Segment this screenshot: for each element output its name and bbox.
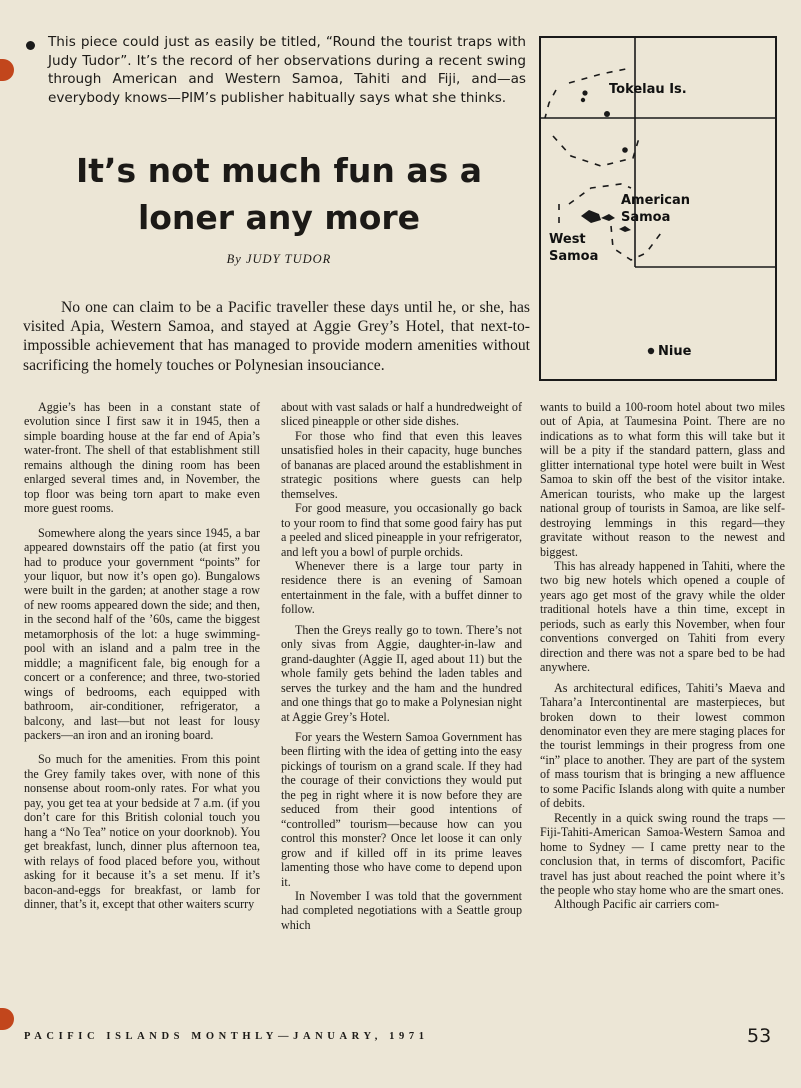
- map-label-tokelau: Tokelau Is.: [609, 82, 687, 97]
- headline: [20, 147, 538, 241]
- atoll-dot: [582, 90, 587, 95]
- col2-paragraph: For those who find that even this leaves unsatisfied holes in their capacity, huge bunches of bananas are placed around the establishment in strategic positions where guests can help themselves.: [281, 428, 522, 501]
- lead-paragraph: No one can claim to be a Pacific traveller these days until he, or she, has visited Apia, Western Samoa, and stayed at Aggie Grey’s Hotel, that next-to-impossible achievement that has managed to provide modern amenities without sacrificing the homely touches or Polynesian insouciance.: [23, 299, 530, 374]
- island-savaii: [601, 214, 615, 221]
- intro-blurb: This piece could just as easily be titled, “Round the tourist traps with Judy Tudor”. It’s the record of her observations during a recent swing through American and Western Samoa, Tahiti and Fiji, and—as everybody knows—PIM’s publisher habitually says what she thinks.: [48, 34, 526, 106]
- headline-line-2: loner any more: [137, 198, 421, 237]
- col3-paragraph: Although Pacific air carriers com-: [554, 897, 720, 912]
- col3-paragraph: This has already happened in Tahiti, where the two big new hotels which opened a couple of years ago get most of the gravy while the older traditional hotels have a thin time, except in periods, such as early this November, when four conventions converged on Tahiti from every direction and there was not a spare bed to be had anywhere.: [540, 558, 785, 675]
- article-column-1: [24, 400, 260, 911]
- col1-paragraph: Somewhere along the years since 1945, a bar appeared downstairs off the patio (at first you had to produce your government “points” for your liquor, but now it’s open go). Bungalows were built in the garden; at another stage a row of new rooms appeared down the side; and then, in the second half of the ’60s, came the biggest metamorphosis of the lot: a huge swimming-pool with an island and a palm tree in the middle; a magnificent fale, big enough for a concert or a conference; and three, two-storied wings of bedrooms, each equipped with bathroom, air-conditioner, refrigerator, a balcony, and last—but not least for lousy packers—an iron and an ironing board.: [24, 525, 260, 742]
- col2-paragraph: For good measure, you occasionally go back to your room to find that some good fairy has put a peeled and sliced pineapple in your refrigerator, and left you a bowl of purple orchids.: [281, 501, 522, 559]
- niue-dot: [648, 348, 654, 354]
- footer-masthead: PACIFIC ISLANDS MONTHLY—JANUARY, 1971: [24, 1031, 429, 1042]
- article-column-2: [281, 400, 522, 932]
- col2-paragraph: For years the Western Samoa Government has been flirting with the idea of getting into the easy pickings of tourism on a grand scale. If they had the courage of their convictions they would put the peg in right where it is now before they are seduced from their good intentions of “controlled” tourism—because how can you control this monster? Once let loose it can only grow and if killed off in its prime leaves lamenting those who have come to depend upon it.: [281, 729, 522, 889]
- col2-paragraph: In November I was told that the government had completed negotiations with a Seattle group which: [281, 888, 522, 932]
- margin-ornament: [0, 59, 14, 81]
- island-upolu: [581, 210, 601, 223]
- col3-paragraph: wants to build a 100-room hotel about two miles out of Apia, at Taumesina Point. There are no indications as to what form this will take but it will be a pity if the standard pattern, glass and glitter international type hotel were built in West Samoa to skin off the best of the visitor intake. American tourists, who make up the largest national group of tourists in Samoa, are like self-destroying lemmings in this regard—they gravitate without reason to the newest and biggest.: [540, 400, 785, 559]
- col2-paragraph: Whenever there is a large tour party in residence there is an evening of Samoan entertainment in the fale, with a buffet dinner to follow.: [281, 558, 522, 617]
- atoll-dot: [622, 147, 628, 153]
- atoll-dot: [581, 98, 585, 102]
- col1-paragraph: So much for the amenities. From this point the Grey family takes over, with none of this nonsense about room-only rates. For what you pay, you get tea at your bedside at 7 a.m. (if you don’t care for this British colonial touch you hang a “No Tea” notice on your doorknob). You get breakfast, lunch, dinner plus afternoon tea, with relays of food placed before you, without asking for it because it’s a set menu. If it’s bacon-and-eggs for breakfast, or lamb for dinner, that’s it, except that other waiters scurry: [24, 752, 260, 911]
- col2-paragraph: Then the Greys really go to town. There’s not only sivas from Aggie, daughter-in-law and grand-daughter (Aggie II, aged about 11) but the whole family gets behind the laden tables and serves the turkey and the ham and the hundred and one things that go to make a Polynesian night at Aggie Grey’s Hotel.: [281, 622, 522, 724]
- intro-bullet: [26, 41, 35, 50]
- headline-line-1: It’s not much fun as a: [75, 151, 483, 190]
- col3-paragraph: Recently in a quick swing round the traps — Fiji-Tahiti-American Samoa-Western Samoa and home to Sydney — I came pretty near to the conclusion that, in terms of discomfort, Pacific travel has just about reached the point where it’s the people who stay home who are the smart ones.: [540, 810, 785, 897]
- map-label-american-samoa-1: American: [621, 193, 691, 208]
- margin-ornament: [0, 1008, 14, 1030]
- island-tutuila: [619, 226, 631, 232]
- samoa-map: [539, 36, 777, 381]
- byline: By JUDY TUDOR: [226, 252, 332, 266]
- col1-paragraph: Aggie’s has been in a constant state of evolution since I first saw it in 1945, then a simple boarding house at the far end of Apia’s water-front. The shell of that establishment still remains although the dining room has been enlarged several times and, in November, the top floor was being torn apart to make even more guest rooms.: [24, 400, 260, 516]
- map-label-american-samoa-2: Samoa: [621, 210, 671, 225]
- article-column-3: [540, 400, 785, 912]
- col2-paragraph: about with vast salads or half a hundredweight of sliced pineapple or other side dishes.: [281, 400, 522, 429]
- page-number: 53: [747, 1025, 772, 1047]
- map-label-niue: Niue: [658, 344, 692, 359]
- atoll-dot: [604, 111, 610, 117]
- col3-paragraph: As architectural edifices, Tahiti’s Maeva and Tahara’a Intercontinental are masterpieces, but broken down to their lowest common denominator even they are mere staging places for the tourist lemmings in their progress from one “in” place to another. They are part of the system of mass tourism that is bringing a new affluence to some Pacific Islands along with quite a number of debits.: [540, 680, 785, 811]
- map-label-west-samoa-1: West: [549, 232, 586, 247]
- map-label-west-samoa-2: Samoa: [549, 249, 599, 264]
